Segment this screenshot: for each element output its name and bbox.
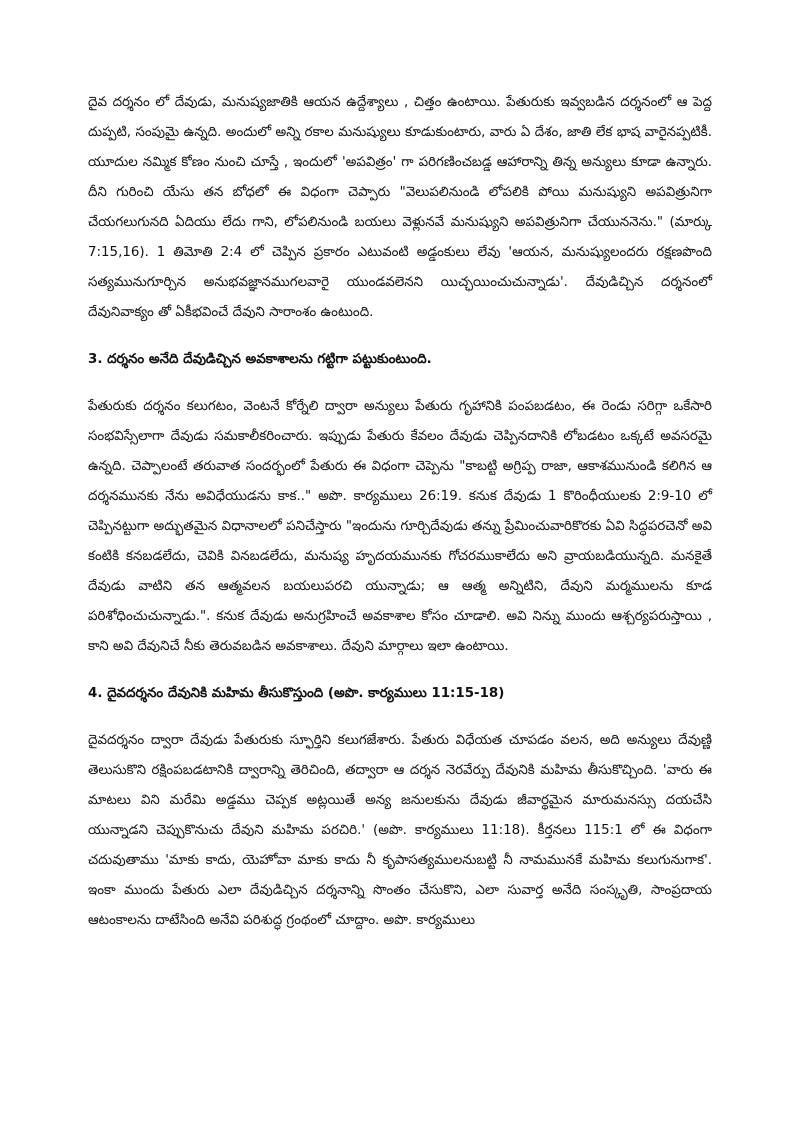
section-heading-3: 3. దర్శనం అనేది దేవుడిచ్చిన అవకాశాలను గట్టిగా పట్టుకుంటుంది.: [88, 352, 432, 367]
paragraph-vision-opportunities: పేతురుకు దర్శనం కలుగటం, వెంటనే కోర్నేలి ద్వారా అన్యులు పేతురు గృహానికి పంపబడటం, ఈ రెండు సరిగ్గా ఒకేసారి సంభవిస్సేలాగా దేవుడు సమకాలీకరించారు. ఇప్పుడు పేతురు కేవలం దేవుడు చెప్పినదానికి లోబడటం ఒక్కటే అవసరమై ఉన్నది. చెప్పాలంటే తరువాత సందర్భంలో పేతురు ఈ విధంగా చెప్పెను "కాబట్టి అగ్రిప్ప రాజా, ఆకాశమునుండి కలిగిన ఆ దర్శనమునకు నేను అవిధేయుడను కాక.." అపొ. కార్యములు 26:19. కనుక దేవుడు 1 కొరింధీయులకు 2:9-10 లో చెప్పినట్టుగా అద్భుతమైన విధానాలలో పనిచేస్తారు "ఇందును గూర్చిదేవుడు తన్ను ప్రేమించువారికొరకు ఏవి సిద్ధపరచెనో అవి కంటికి కనబడలేదు, చెవికి వినబడలేదు, మనుష్య హృదయమునకు గోచరముకాలేదు అని వ్రాయబడియున్నది. మనకైతే దేవుడు వాటిని తన ఆత్మవలన బయలుపరచి యున్నాడు; ఆ ఆత్మ అన్నిటిని, దేవుని మర్మములను కూడ పరిశోధించుచున్నాడు.". కనుక దేవుడు అనుగ్రహించే అవకాశాల కోసం చూడాలి. అవి నిన్ను ముందు ఆశ్చర్యపరుస్తాయి , కాని అవి దేవునిచే నీకు తెరువబడిన అవకాశాలు. దేవుని మార్గాలు ఇలా ఉంటాయి.: [88, 399, 712, 654]
section-heading-4: 4. దైవదర్శనం దేవునికి మహిమ తీసుకొస్తుంది (అపొ. కార్యములు 11:15-18): [88, 686, 505, 701]
paragraph-vision-contains-god-purpose: దైవ దర్శనం లో దేవుడు, మనుష్యజాతికి ఆయన ఉద్దేశ్యాలు , చిత్తం ఉంటాయి. పేతురుకు ఇవ్వబడిన దర్శనంలో ఆ పెద్ద దుప్పటి, సంపుమై ఉన్నది. అందులో అన్ని రకాల మనుష్యులు కూడుకుంటారు, వారు ఏ దేశం, జాతి లేక భాష వారైనప్పటికీ. యూదుల నమ్మిక కోణం నుంచి చూస్తే , ఇందులో 'అపవిత్రం' గా పరిగణించబడ్డ ఆహారాన్ని తిన్న అన్యులు కూడా ఉన్నారు. దీని గురించి యేసు తన బోధలో ఈ విధంగా చెప్పారు "వెలుపలినుండి లోపలికి పోయి మనుష్యుని అపవిత్రునిగా చేయగలుగునది ఏదియు లేదు గాని, లోపలినుండి బయలు వెళ్లునవే మనుష్యుని అపవిత్రునిగా చేయుననెను." (మార్కు 7:15,16). 1 తిమోతి 2:4 లో చెప్పిన ప్రకారం ఎటువంటి అడ్డంకులు లేవు 'ఆయన, మనుష్యులందరు రక్షణపొంది సత్యమునుగూర్చిన అనుభవజ్ఞానముగలవారై యుండవలెనని యిచ్ఛయించుచున్నాడు'. దేవుడిచ్చిన దర్శనంలో దేవునివాక్యం తో ఏకీభవించే దేవుని సారాంశం ఉంటుంది.: [88, 95, 712, 320]
document-page: [88, 88, 712, 953]
paragraph-vision-brings-glory: దైవదర్శనం ద్వారా దేవుడు పేతురుకు స్ఫూర్తిని కలుగజేశారు. పేతురు విధేయత చూపడం వలన, అది అన్యులు దేవుణ్ణి తెలుసుకొని రక్షింపబడటానికి ద్వారాన్ని తెరిచింది, తద్వారా ఆ దర్శన నెరవేర్పు దేవునికి మహిమ తీసుకొచ్చింది. 'వారు ఈ మాటలు విని మరేమి అడ్డము చెప్పక అట్లయితే అన్య జనులకును దేవుడు జీవార్థమైన మారుమనస్సు దయచేసి యున్నాడని చెప్పుకొనుచు దేవుని మహిమ పరచిరి.' (అపొ. కార్యములు 11:18). కీర్తనలు 115:1 లో ఈ విధంగా చదువుతాము 'మాకు కాదు, యెహోవా మాకు కాదు నీ కృపాసత్యములనుబట్టి నీ నామమునకే మహిమ కలుగునుగాక'. ఇంకా ముందు పేతురు ఎలా దేవుడిచ్చిన దర్శనాన్ని సొంతం చేసుకొని, ఎలా సువార్త అనేది సంస్కృతి, సాంప్రదాయ ఆటంకాలను దాటేసింది అనేవి పరిశుద్ధ గ్రంథంలో చూద్దాం. అపొ. కార్యములు: [88, 733, 713, 928]
